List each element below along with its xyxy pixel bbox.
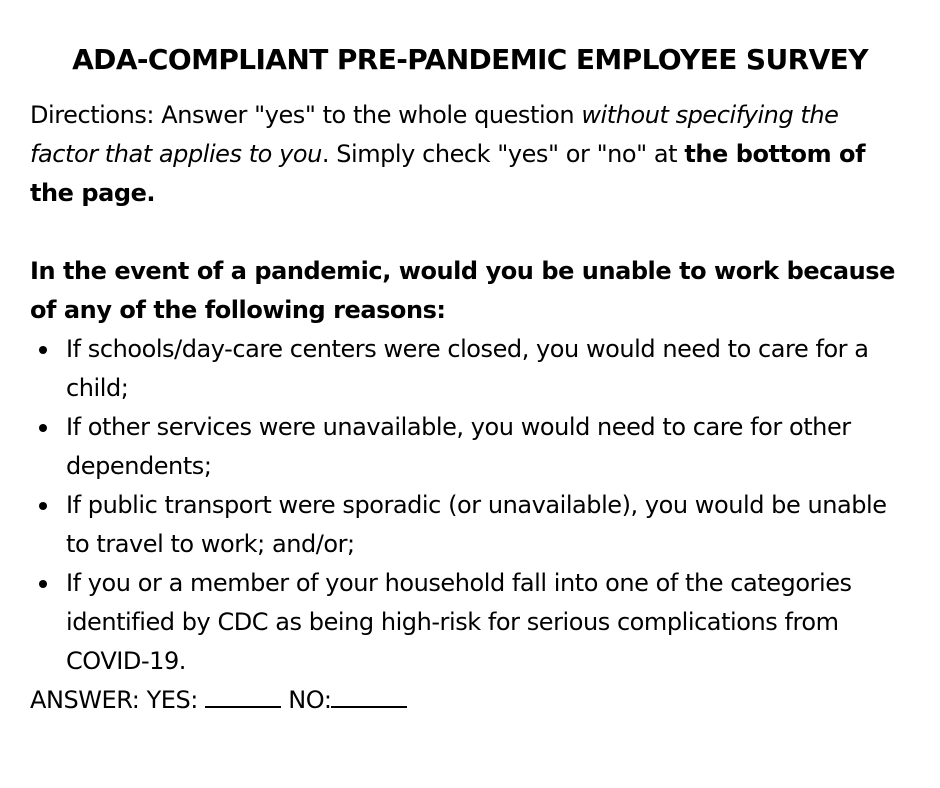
bullet-icon bbox=[39, 346, 47, 354]
page-title: ADA-COMPLIANT PRE-PANDEMIC EMPLOYEE SURVEY bbox=[72, 43, 868, 76]
directions-text: Directions: Answer "yes" to the whole question bbox=[30, 101, 582, 129]
yes-answer-blank[interactable] bbox=[205, 684, 281, 708]
survey-document bbox=[30, 38, 910, 720]
no-answer-blank[interactable] bbox=[331, 684, 407, 708]
reason-item bbox=[30, 564, 910, 681]
bullet-icon bbox=[39, 580, 47, 588]
survey-question: In the event of a pandemic, would you be unable to work because of any of the following reasons: bbox=[30, 257, 895, 324]
answer-label: ANSWER: bbox=[30, 686, 140, 714]
directions-paragraph bbox=[30, 96, 910, 213]
directions-bold-text: the bottom of the page. bbox=[30, 140, 866, 207]
reason-text: If public transport were sporadic (or unavailable), you would be unable to travel to work; and/or; bbox=[66, 491, 887, 558]
reason-text: If other services were unavailable, you would need to care for other dependents; bbox=[66, 413, 851, 480]
reason-item bbox=[30, 486, 910, 564]
no-label: NO: bbox=[288, 686, 332, 714]
reason-text: If schools/day-care centers were closed, you would need to care for a child; bbox=[66, 335, 869, 402]
reason-text: If you or a member of your household fall into one of the categories identified by CDC as being high-risk for serious complications from COVID-19. bbox=[66, 569, 852, 675]
reason-item bbox=[30, 408, 910, 486]
reasons-list bbox=[30, 330, 910, 681]
directions-italic-text: without specifying the factor that applies to you bbox=[30, 101, 839, 168]
bullet-icon bbox=[39, 424, 47, 432]
yes-label: YES: bbox=[146, 686, 198, 714]
bullet-icon bbox=[39, 502, 47, 510]
directions-text-middle: . Simply check "yes" or "no" at bbox=[321, 140, 685, 168]
reason-item bbox=[30, 330, 910, 408]
answer-line bbox=[30, 681, 910, 720]
